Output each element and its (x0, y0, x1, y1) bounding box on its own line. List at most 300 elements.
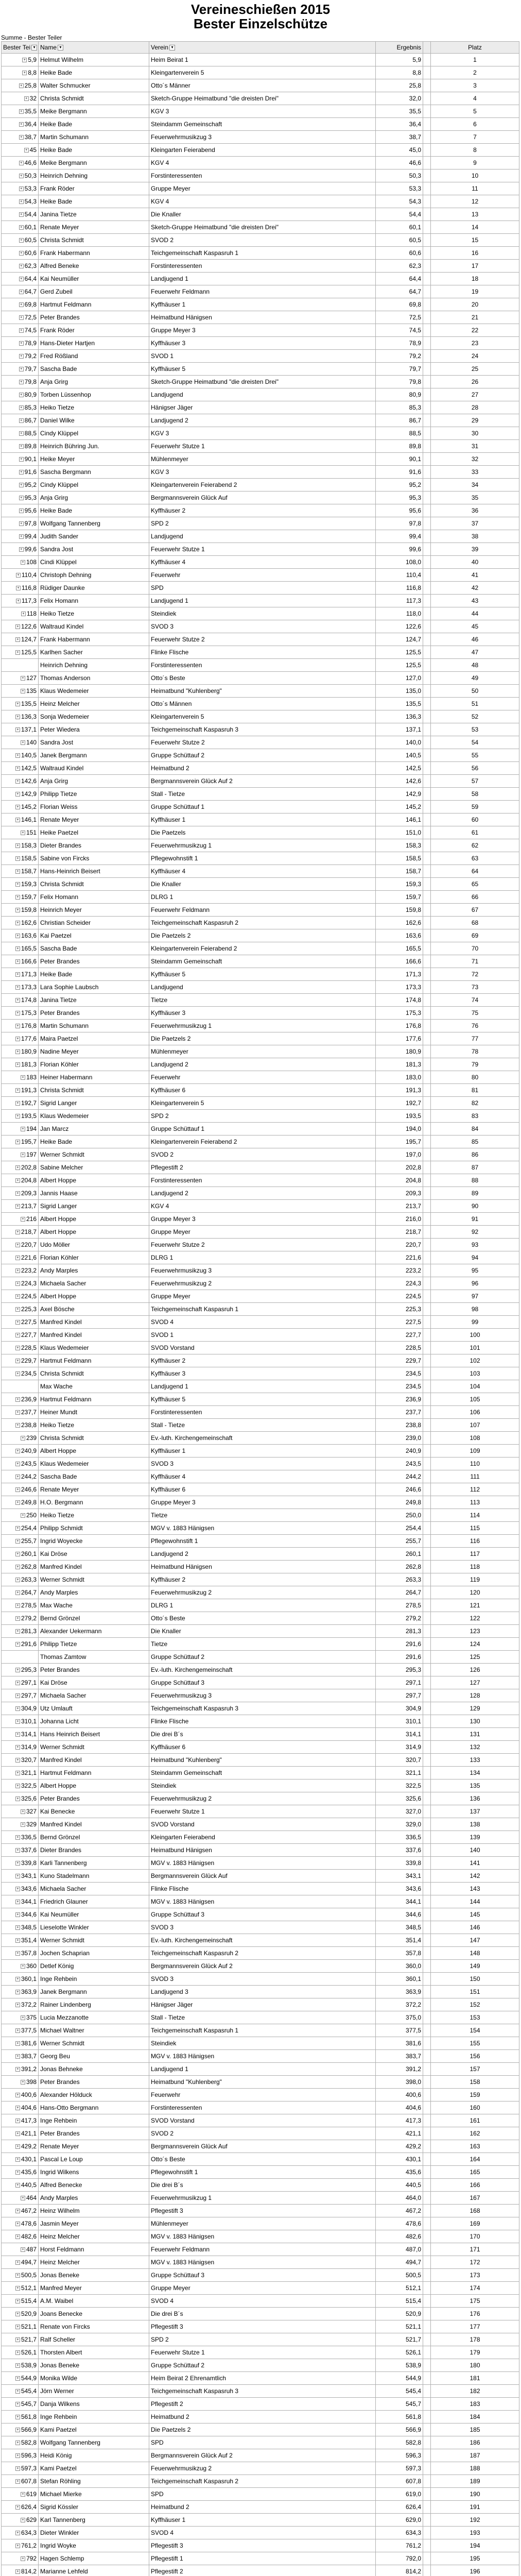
expand-icon[interactable]: + (15, 1629, 20, 1634)
cell-spacer (423, 208, 431, 221)
expand-icon[interactable]: + (19, 393, 24, 397)
cell-platz (431, 839, 519, 852)
cell-teiler (2, 2372, 39, 2385)
cell-platz-text: 134 (470, 1769, 480, 1776)
cell-name (39, 1689, 149, 1702)
expand-icon[interactable]: + (21, 2247, 25, 2252)
expand-icon[interactable]: + (15, 2234, 20, 2239)
cell-ergebnis (376, 54, 423, 66)
filter-dropdown-icon[interactable]: ▼ (169, 45, 175, 50)
cell-platz-text: 79 (471, 1061, 479, 1068)
expand-icon[interactable]: + (21, 2080, 25, 2084)
cell-teiler (2, 1509, 39, 1522)
expand-icon[interactable]: + (15, 2286, 20, 2291)
expand-icon[interactable]: + (15, 1487, 20, 1492)
expand-icon[interactable]: + (15, 1616, 20, 1621)
expand-icon[interactable]: + (15, 1835, 20, 1840)
expand-icon[interactable]: + (15, 1990, 20, 1994)
expand-icon[interactable]: + (15, 2402, 20, 2406)
expand-icon[interactable]: + (19, 109, 24, 114)
expand-icon[interactable]: + (19, 264, 24, 268)
expand-icon[interactable]: + (15, 2389, 20, 2394)
cell-platz (431, 1007, 519, 1020)
expand-icon[interactable]: + (19, 470, 24, 474)
table-row (2, 2462, 519, 2475)
expand-icon[interactable]: + (15, 2325, 20, 2329)
cell-name (39, 1780, 149, 1792)
expand-icon[interactable]: + (15, 895, 20, 900)
expand-icon[interactable]: + (19, 521, 24, 526)
cell-teiler (2, 260, 39, 273)
expand-icon[interactable]: + (19, 238, 24, 243)
cell-platz (431, 170, 519, 182)
expand-icon[interactable]: + (21, 2556, 25, 2561)
expand-icon[interactable]: + (21, 1809, 25, 1814)
cell-teiler-text: 597,3 (21, 2465, 37, 2472)
expand-icon[interactable]: + (15, 1449, 20, 1453)
expand-icon[interactable]: + (21, 1217, 25, 1222)
cell-platz (431, 182, 519, 195)
cell-ergebnis (376, 569, 423, 582)
expand-icon[interactable]: + (19, 122, 24, 127)
expand-icon[interactable]: + (21, 1436, 25, 1440)
expand-icon[interactable]: + (15, 869, 20, 874)
cell-name (39, 1818, 149, 1831)
expand-icon[interactable]: + (15, 1977, 20, 1981)
cell-teiler (2, 1380, 39, 1393)
expand-icon[interactable]: + (21, 1822, 25, 1827)
expand-icon[interactable]: + (15, 1230, 20, 1234)
cell-platz-text: 109 (470, 1447, 480, 1454)
cell-teiler-text: 377,5 (21, 2027, 37, 2034)
expand-icon[interactable]: + (15, 624, 20, 629)
expand-icon[interactable]: + (15, 2428, 20, 2432)
expand-icon[interactable]: + (15, 946, 20, 951)
expand-icon[interactable]: + (19, 354, 24, 359)
cell-ergebnis (376, 530, 423, 543)
table-row (2, 1097, 519, 1110)
expand-icon[interactable]: + (15, 1178, 20, 1183)
expand-icon[interactable]: + (15, 2350, 20, 2355)
expand-icon[interactable]: + (19, 431, 24, 436)
cell-teiler (2, 685, 39, 698)
cell-name-text: Max Wache (40, 1602, 73, 1609)
cell-name-text: Heike Meyer (40, 455, 75, 463)
expand-icon[interactable]: + (15, 1668, 20, 1672)
cell-name (39, 2385, 149, 2398)
expand-icon[interactable]: + (15, 2544, 20, 2548)
expand-icon[interactable]: + (15, 2093, 20, 2097)
cell-name-text: Karli Tannenberg (40, 1859, 87, 1867)
cell-teiler (2, 2539, 39, 2552)
expand-icon[interactable]: + (24, 148, 29, 152)
expand-icon[interactable]: + (15, 1475, 20, 1479)
expand-icon[interactable]: + (19, 187, 24, 191)
cell-platz (431, 1818, 519, 1831)
expand-icon[interactable]: + (19, 380, 24, 384)
cell-platz (431, 801, 519, 814)
cell-verein-text: Bergmannsverein Glück Auf 2 (151, 777, 233, 785)
expand-icon[interactable]: + (15, 2466, 20, 2471)
table-row (2, 1908, 519, 1921)
expand-icon[interactable]: + (15, 1784, 20, 1788)
expand-icon[interactable]: + (21, 2518, 25, 2522)
expand-icon[interactable]: + (15, 1693, 20, 1698)
expand-icon[interactable]: + (19, 444, 24, 449)
cell-ergebnis (376, 517, 423, 530)
cell-platz-text: 149 (470, 1962, 480, 1970)
expand-icon[interactable]: + (15, 1410, 20, 1415)
expand-icon[interactable]: + (21, 612, 26, 616)
expand-icon[interactable]: + (21, 560, 25, 565)
expand-icon[interactable]: + (16, 586, 21, 590)
expand-icon[interactable]: + (21, 831, 25, 835)
expand-icon[interactable]: + (15, 1603, 20, 1608)
expand-icon[interactable]: + (19, 328, 24, 333)
expand-icon[interactable]: + (15, 1346, 20, 1350)
expand-icon[interactable]: + (15, 856, 20, 861)
expand-icon[interactable]: + (15, 2505, 20, 2510)
cell-spacer (423, 1586, 431, 1599)
expand-icon[interactable]: + (15, 843, 20, 848)
expand-icon[interactable]: + (15, 921, 20, 925)
cell-name-text: Georg Beu (40, 2053, 71, 2060)
cell-teiler (2, 208, 39, 221)
expand-icon[interactable]: + (15, 1706, 20, 1711)
cell-ergebnis-text: 404,6 (405, 2104, 421, 2111)
expand-icon[interactable]: + (15, 1887, 20, 1891)
expand-icon[interactable]: + (15, 753, 20, 758)
expand-icon[interactable]: + (15, 1642, 20, 1647)
cell-platz (431, 479, 519, 492)
expand-icon[interactable]: + (15, 1101, 20, 1106)
expand-icon[interactable]: + (24, 96, 29, 101)
cell-spacer (423, 1251, 431, 1264)
expand-icon[interactable]: + (15, 1578, 20, 1582)
expand-icon[interactable]: + (15, 1951, 20, 1956)
cell-verein (149, 633, 376, 646)
expand-icon[interactable]: + (19, 161, 24, 165)
cell-name-text: Renate Meyer (40, 816, 79, 823)
expand-icon[interactable]: + (15, 1243, 20, 1247)
cell-verein-text: Pflegestift 3 (151, 2207, 183, 2214)
cell-verein (149, 582, 376, 595)
cell-teiler-text: 95,2 (24, 481, 37, 488)
expand-icon[interactable]: + (15, 1526, 20, 1531)
expand-icon[interactable]: + (15, 2003, 20, 2007)
expand-icon[interactable]: + (21, 740, 25, 745)
expand-icon[interactable]: + (15, 2131, 20, 2136)
cell-platz-text: 47 (471, 649, 479, 656)
cell-verein (149, 814, 376, 826)
cell-name-text: Wolfgang Tannenberg (40, 520, 100, 527)
expand-icon[interactable]: + (15, 1191, 20, 1196)
expand-icon[interactable]: + (19, 405, 24, 410)
expand-icon[interactable]: + (15, 998, 20, 1003)
expand-icon[interactable]: + (15, 1874, 20, 1878)
filter-dropdown-icon[interactable]: ▼ (58, 45, 63, 50)
expand-icon[interactable]: + (15, 2453, 20, 2458)
expand-icon[interactable]: + (15, 2260, 20, 2265)
header-name[interactable] (39, 42, 149, 54)
expand-icon[interactable]: + (19, 302, 24, 307)
expand-icon[interactable]: + (15, 2415, 20, 2419)
cell-platz-text: 174 (470, 2284, 480, 2292)
expand-icon[interactable]: + (21, 2015, 25, 2020)
expand-icon[interactable]: + (21, 1075, 25, 1080)
expand-icon[interactable]: + (15, 1552, 20, 1556)
expand-icon[interactable]: + (15, 2479, 20, 2484)
cell-platz (431, 2475, 519, 2488)
expand-icon[interactable]: + (19, 251, 24, 256)
cell-name-text: Peter Brandes (40, 1666, 80, 1673)
expand-icon[interactable]: + (19, 483, 24, 487)
expand-icon[interactable]: + (21, 1964, 25, 1969)
cell-name-text: Klaus Wedemeier (40, 1460, 89, 1467)
cell-platz-text: 16 (471, 249, 479, 257)
cell-verein-text: MGV v. 1883 Hänigsen (151, 1898, 215, 1905)
expand-icon[interactable]: + (15, 1500, 20, 1505)
expand-icon[interactable]: + (15, 1797, 20, 1801)
cell-ergebnis (376, 775, 423, 788)
cell-platz (431, 1805, 519, 1818)
cell-spacer (423, 942, 431, 955)
expand-icon[interactable]: + (15, 1565, 20, 1569)
expand-icon[interactable]: + (15, 1539, 20, 1544)
expand-icon[interactable]: + (15, 2363, 20, 2368)
cell-ergebnis-text: 116,8 (406, 584, 421, 591)
cell-platz-text: 77 (471, 1035, 479, 1042)
cell-teiler-text: 626,4 (21, 2503, 37, 2511)
expand-icon[interactable]: + (15, 805, 20, 809)
expand-icon[interactable]: + (15, 1848, 20, 1853)
expand-icon[interactable]: + (19, 174, 24, 178)
expand-icon[interactable]: + (15, 2067, 20, 2072)
expand-icon[interactable]: + (15, 1140, 20, 1144)
expand-icon[interactable]: + (21, 1153, 25, 1157)
expand-icon[interactable]: + (19, 199, 24, 204)
expand-icon[interactable]: + (15, 934, 20, 938)
expand-icon[interactable]: + (15, 1320, 20, 1325)
expand-icon[interactable]: + (15, 2041, 20, 2046)
expand-icon[interactable]: + (15, 650, 20, 655)
expand-icon[interactable]: + (15, 1359, 20, 1363)
expand-icon[interactable]: + (15, 2028, 20, 2033)
expand-icon[interactable]: + (15, 1397, 20, 1402)
expand-icon[interactable]: + (19, 341, 24, 346)
cell-verein-text: Steindiek (151, 2040, 177, 2047)
cell-teiler-text: 236,9 (21, 1396, 37, 1403)
expand-icon[interactable]: + (15, 818, 20, 822)
expand-icon[interactable]: + (15, 1462, 20, 1466)
cell-verein (149, 620, 376, 633)
expand-icon[interactable]: + (15, 2106, 20, 2110)
cell-verein-text: Teichgemeinschaft Kaspasruh 1 (151, 249, 239, 257)
expand-icon[interactable]: + (15, 2441, 20, 2445)
expand-icon[interactable]: + (19, 315, 24, 320)
expand-icon[interactable]: + (19, 277, 24, 281)
expand-icon[interactable]: + (15, 1900, 20, 1904)
expand-icon[interactable]: + (15, 1307, 20, 1312)
expand-icon[interactable]: + (19, 534, 24, 539)
expand-icon[interactable]: + (15, 959, 20, 964)
cell-teiler-text: 35,5 (24, 108, 37, 115)
expand-icon[interactable]: + (15, 2337, 20, 2342)
cell-teiler (2, 285, 39, 298)
expand-icon[interactable]: + (21, 689, 25, 693)
cell-ergebnis (376, 659, 423, 672)
expand-icon[interactable]: + (22, 58, 27, 62)
expand-icon[interactable]: + (16, 599, 21, 603)
table-row (2, 273, 519, 285)
header-teiler[interactable] (2, 42, 39, 54)
expand-icon[interactable]: + (19, 290, 24, 294)
cell-name-text: Janina Tietze (40, 211, 77, 218)
expand-icon[interactable]: + (15, 2157, 20, 2162)
cell-name-text: Nadine Meyer (40, 1048, 79, 1055)
table-row (2, 2037, 519, 2050)
expand-icon[interactable]: + (19, 135, 24, 140)
expand-icon[interactable]: + (15, 1590, 20, 1595)
expand-icon[interactable]: + (15, 1423, 20, 1428)
expand-icon[interactable]: + (19, 496, 24, 500)
expand-icon[interactable]: + (21, 2196, 25, 2200)
expand-icon[interactable]: + (19, 225, 24, 230)
cell-ergebnis (376, 440, 423, 453)
expand-icon[interactable]: + (15, 1925, 20, 1930)
cell-platz-text: 187 (470, 2452, 480, 2459)
expand-icon[interactable]: + (19, 509, 24, 513)
cell-teiler (2, 1857, 39, 1870)
expand-icon[interactable]: + (15, 779, 20, 784)
expand-icon[interactable]: + (15, 1037, 20, 1041)
expand-icon[interactable]: + (19, 547, 24, 552)
expand-icon[interactable]: + (15, 715, 20, 719)
expand-icon[interactable]: + (15, 1268, 20, 1273)
expand-icon[interactable]: + (15, 2569, 20, 2574)
cell-platz-text: 179 (470, 2349, 480, 2356)
cell-platz (431, 904, 519, 917)
expand-icon[interactable]: + (15, 2531, 20, 2535)
expand-icon[interactable]: + (22, 71, 27, 75)
expand-icon[interactable]: + (21, 2492, 25, 2497)
expand-icon[interactable]: + (15, 1294, 20, 1299)
cell-teiler (2, 2282, 39, 2295)
expand-icon[interactable]: + (15, 1719, 20, 1724)
cell-spacer (423, 1110, 431, 1123)
expand-icon[interactable]: + (15, 1256, 20, 1260)
expand-icon[interactable]: + (15, 1745, 20, 1750)
cell-teiler (2, 1741, 39, 1754)
cell-ergebnis-text: 339,8 (405, 1859, 421, 1867)
cell-name (39, 1805, 149, 1818)
expand-icon[interactable]: + (15, 1333, 20, 1337)
expand-icon[interactable]: + (15, 1011, 20, 1015)
expand-icon[interactable]: + (15, 1281, 20, 1286)
cell-name-text: Andy Marples (40, 1267, 78, 1274)
expand-icon[interactable]: + (21, 1127, 25, 1131)
expand-icon[interactable]: + (15, 2222, 20, 2226)
expand-icon[interactable]: + (15, 792, 20, 796)
cell-teiler (2, 311, 39, 324)
expand-icon[interactable]: + (15, 2299, 20, 2303)
expand-icon[interactable]: + (15, 1165, 20, 1170)
expand-icon[interactable]: + (15, 2183, 20, 2188)
expand-icon[interactable]: + (15, 702, 20, 706)
cell-name-text: Werner Schmidt (40, 1743, 84, 1751)
expand-icon[interactable]: + (15, 1771, 20, 1775)
header-verein[interactable] (149, 42, 376, 54)
expand-icon[interactable]: + (19, 83, 24, 88)
expand-icon[interactable]: + (15, 1049, 20, 1054)
table-row (2, 337, 519, 350)
cell-spacer (423, 543, 431, 556)
expand-icon[interactable]: + (21, 676, 25, 681)
expand-icon[interactable]: + (21, 1513, 25, 1518)
expand-icon[interactable]: + (15, 1088, 20, 1093)
cell-ergebnis-text: 171,3 (405, 971, 421, 978)
cell-ergebnis-text: 320,7 (405, 1756, 421, 1764)
expand-icon[interactable]: + (15, 2054, 20, 2059)
expand-icon[interactable]: + (15, 1114, 20, 1118)
expand-icon[interactable]: + (15, 2119, 20, 2123)
expand-icon[interactable]: + (15, 1024, 20, 1028)
cell-teiler-text: 329 (26, 1821, 37, 1828)
expand-icon[interactable]: + (16, 573, 21, 578)
cell-teiler (2, 1844, 39, 1857)
expand-icon[interactable]: + (15, 1938, 20, 1943)
expand-icon[interactable]: + (15, 908, 20, 912)
expand-icon[interactable]: + (15, 2273, 20, 2278)
expand-icon[interactable]: + (15, 2170, 20, 2175)
cell-platz-text: 121 (470, 1602, 480, 1609)
cell-teiler (2, 2333, 39, 2346)
expand-icon[interactable]: + (15, 1912, 20, 1917)
expand-icon[interactable]: + (15, 766, 20, 771)
cell-platz (431, 569, 519, 582)
expand-icon[interactable]: + (15, 1681, 20, 1685)
expand-icon[interactable]: + (15, 2376, 20, 2381)
expand-icon[interactable]: + (15, 882, 20, 887)
expand-icon[interactable]: + (19, 418, 24, 423)
expand-icon[interactable]: + (15, 2144, 20, 2149)
expand-icon[interactable]: + (15, 1204, 20, 1209)
cell-name-text: Ingrid Woyke (40, 2542, 76, 2549)
expand-icon[interactable]: + (15, 637, 20, 642)
cell-ergebnis-text: 487,0 (405, 2246, 421, 2253)
expand-icon[interactable]: + (15, 1062, 20, 1067)
expand-icon[interactable]: + (15, 1371, 20, 1376)
expand-icon[interactable]: + (15, 972, 20, 977)
cell-spacer (423, 2205, 431, 2217)
expand-icon[interactable]: + (15, 1732, 20, 1737)
cell-platz (431, 968, 519, 981)
expand-icon[interactable]: + (15, 1861, 20, 1866)
expand-icon[interactable]: + (15, 2312, 20, 2316)
cell-name-text: Anja Grirg (40, 777, 68, 785)
expand-icon[interactable]: + (15, 727, 20, 732)
expand-icon[interactable]: + (15, 2209, 20, 2213)
expand-icon[interactable]: + (19, 212, 24, 217)
filter-dropdown-icon[interactable]: ▼ (31, 45, 37, 50)
cell-ergebnis-text: 227,5 (405, 1318, 421, 1326)
expand-icon[interactable]: + (15, 1758, 20, 1762)
cell-name-text: Hans-Otto Bergmann (40, 2104, 99, 2111)
expand-icon[interactable]: + (19, 457, 24, 462)
expand-icon[interactable]: + (19, 367, 24, 371)
expand-icon[interactable]: + (15, 985, 20, 990)
table-row (2, 2192, 519, 2205)
